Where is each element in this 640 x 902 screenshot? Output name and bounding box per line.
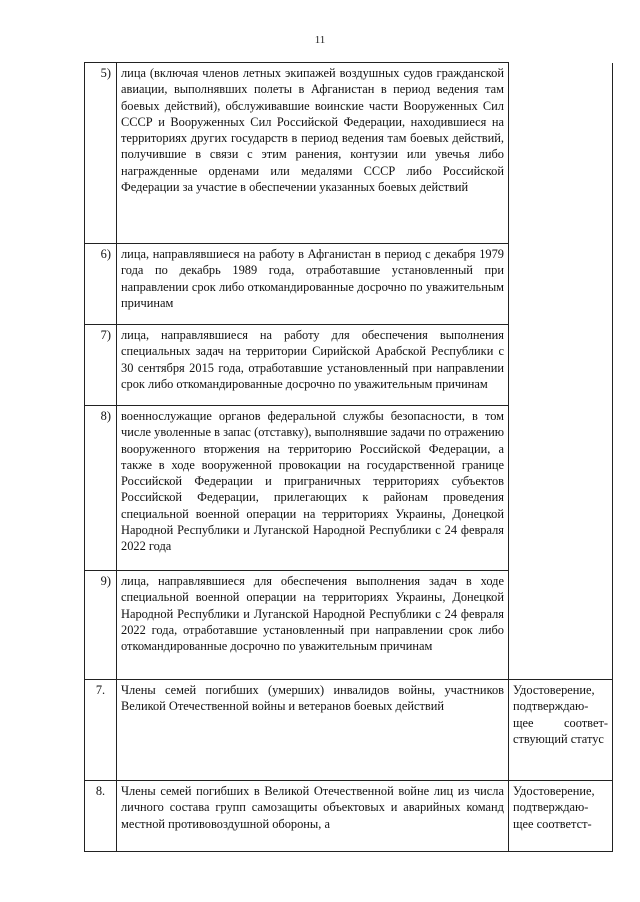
row-number: 8. xyxy=(85,781,117,852)
row-number: 7. xyxy=(85,680,117,781)
row-category-text: лица, направлявшиеся для обеспечения выполнения задач в ходе специальной военной операции на территориях Украины, Донецкой Народной Республики и Луганской Народной Республики с 24 февраля 2022 года, отработавшие установленный при направлении срок либо откомандированные досрочно по уважительным причинам xyxy=(117,571,509,680)
row-document-cell: Удостоверение, подтверждаю-щее соответ-ствующий статус xyxy=(509,680,613,781)
table-row xyxy=(85,781,613,852)
table-row xyxy=(85,680,613,781)
row-category-text: лица, направлявшиеся на работу для обеспечения выполнения специальных задач на территории Сирийской Арабской Республики с 30 сентября 2015 года, отработавшие установленный при направлении срок либо откомандированные досрочно по уважительным причинам xyxy=(117,325,509,406)
page-number: 11 xyxy=(314,34,326,46)
row-document-cell xyxy=(509,63,613,680)
row-category-text: военнослужащие органов федеральной службы безопасности, в том числе уволенные в запас (отставку), выполнявшие задачи по отражению вооруженного вторжения на территорию Российской Федерации, а также в ходе вооруженной провокации на государственной границе Российской Федерации и приграничных территориях субъектов Российской Федерации, прилегающих к районам проведения специальной военной операции на территориях Украины, Донецкой Народной Республики и Луганской Народной Республики с 24 февраля 2022 года xyxy=(117,406,509,571)
row-category-text: лица, направлявшиеся на работу в Афганистан в период с декабря 1979 года по декабрь 1989 года, отработавшие установленный при направлении срок либо откомандированные досрочно по уважительным причинам xyxy=(117,244,509,325)
row-category-text: Члены семей погибших (умерших) инвалидов войны, участников Великой Отечественной войны и ветеранов боевых действий xyxy=(117,680,509,781)
benefits-table xyxy=(84,62,613,852)
row-number: 7) xyxy=(85,325,117,406)
table-row xyxy=(85,63,613,244)
row-number: 5) xyxy=(85,63,117,244)
row-number: 8) xyxy=(85,406,117,571)
row-document-cell: Удостоверение, подтверждаю-щее соответст- xyxy=(509,781,613,852)
row-number: 9) xyxy=(85,571,117,680)
row-category-text: Члены семей погибших в Великой Отечественной войне лиц из числа личного состава групп самозащиты объектовых и аварийных команд местной противовоздушной обороны, а xyxy=(117,781,509,852)
row-number: 6) xyxy=(85,244,117,325)
row-category-text: лица (включая членов летных экипажей воздушных судов гражданской авиации, выполнявших полеты в Афганистан в период ведения там боевых действий), обслуживавшие воинские части Вооруженных Сил СССР и Вооруженных Сил Российской Федерации, находившиеся на территориях других государств в период ведения там боевых действий, получившие в связи с этим ранения, контузии или увечья либо награжденные орденами или медалями СССР либо Российской Федерации за участие в обеспечении указанных боевых действий xyxy=(117,63,509,244)
